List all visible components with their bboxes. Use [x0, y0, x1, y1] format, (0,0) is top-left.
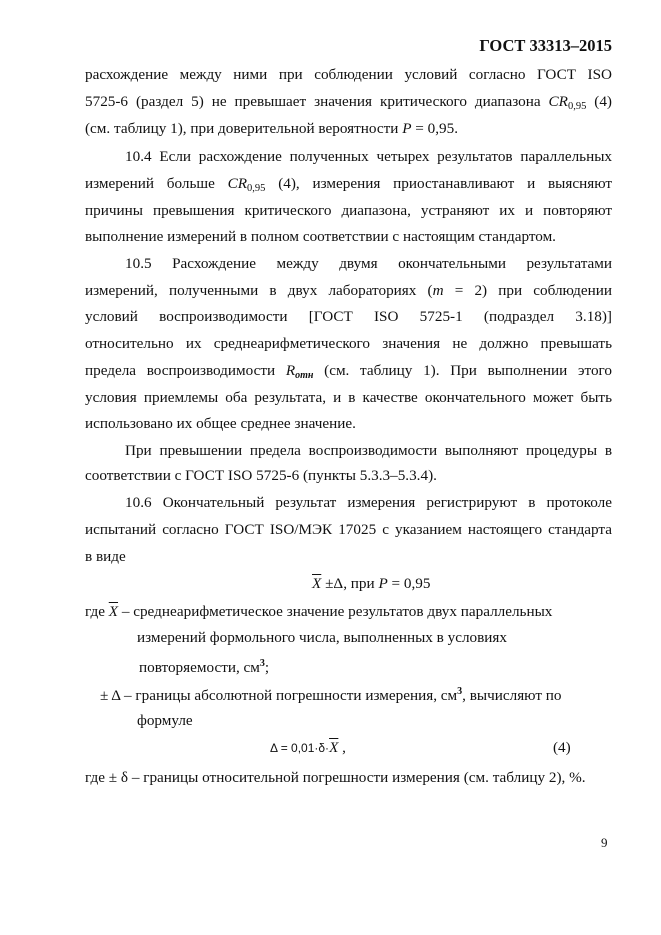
text-line — [100, 682, 561, 702]
text-segment: измерений формольного числа, выполненных в условиях — [137, 629, 508, 646]
text-segment: При превышении предела воспроизводимости выполняют процедуры в — [125, 442, 612, 459]
text-segment: измерений, полученными в двух лабораториях ( — [85, 282, 433, 299]
text-line — [85, 307, 612, 327]
text-segment: использовано их общее среднее значение. — [85, 415, 356, 432]
text-segment: (4), измерения приостанавливают и выясняют — [265, 175, 612, 192]
text-line — [85, 361, 612, 381]
text-segment: (4) — [553, 739, 571, 756]
text-line — [85, 65, 612, 85]
text-line — [125, 254, 612, 274]
text-segment: $\overline{X}$ — [108, 603, 119, 620]
text-segment: 0,95 — [567, 101, 587, 112]
text-segment: (см. таблицу 1). При выполнении этого — [313, 362, 612, 379]
text-segment: – среднеарифметическое значение результатов двух параллельных — [118, 603, 553, 620]
text-segment: 10.4 Если расхождение полученных четырех результатов параллельных — [125, 148, 612, 165]
text-line — [85, 602, 552, 622]
text-segment: предела воспроизводимости — [85, 362, 286, 379]
text-segment: Δ = 0,01·δ· — [270, 741, 330, 755]
text-line — [125, 441, 612, 461]
text-segment: ±Δ — [321, 575, 344, 592]
text-line — [553, 738, 571, 758]
text-line — [85, 466, 437, 486]
text-segment: отн — [295, 370, 314, 381]
text-segment: = 0,95. — [411, 120, 459, 137]
text-line — [312, 574, 430, 594]
text-segment: P — [378, 575, 388, 592]
text-line — [85, 334, 612, 354]
text-line — [85, 768, 586, 788]
text-segment: расхождение между ними при соблюдении условий согласно ГОСТ ISO — [85, 66, 612, 83]
text-segment: , — [338, 739, 346, 756]
text-line — [85, 388, 612, 408]
text-line — [85, 414, 356, 434]
text-segment: 3 — [259, 658, 265, 669]
text-segment: CR — [227, 175, 248, 192]
text-segment: , вычисляют по — [462, 687, 562, 704]
text-segment: (см. таблицу 1), при доверительной вероятности — [85, 120, 403, 137]
text-segment: $\overline{X}$ — [312, 575, 322, 592]
page-number: 9 — [601, 835, 608, 850]
text-segment: 10.5 Расхождение между двумя окончательными результатами — [125, 255, 612, 272]
text-segment: условий воспроизводимости [ГОСТ ISO 5725-1 (подраздел 3.18)] — [85, 308, 612, 325]
text-line — [139, 654, 269, 674]
text-segment: повторяемости, см — [139, 659, 260, 676]
text-segment: причины превышения критического диапазона, устраняют их и повторяют — [85, 202, 612, 219]
text-segment: в виде — [85, 548, 126, 565]
text-line — [85, 281, 612, 301]
text-line — [85, 92, 612, 112]
text-segment: CR — [548, 93, 568, 110]
text-line — [125, 493, 612, 513]
text-line — [85, 227, 556, 247]
text-segment: где — [85, 603, 109, 620]
document-code-header: ГОСТ 33313–2015 — [479, 36, 612, 55]
text-line — [137, 711, 193, 731]
text-segment: , при — [343, 575, 379, 592]
text-line — [85, 119, 458, 139]
text-line — [125, 147, 612, 167]
text-segment: 5725-6 (раздел 5) не превышает значения критического диапазона — [85, 93, 549, 110]
text-segment: ± Δ – границы абсолютной погрешности измерения, см — [100, 687, 458, 704]
text-segment: = 0,95 — [387, 575, 431, 592]
text-segment: = 2) при соблюдении — [443, 282, 612, 299]
text-segment: испытаний согласно ГОСТ ISO/МЭК 17025 с указанием настоящего стандарта — [85, 521, 612, 538]
text-segment: P — [402, 120, 412, 137]
text-segment: формуле — [137, 712, 193, 729]
text-segment: m — [432, 282, 444, 299]
text-segment: R — [285, 362, 296, 379]
text-line — [137, 628, 507, 648]
text-line — [85, 520, 612, 540]
text-segment: 0,95 — [247, 183, 266, 194]
text-line — [85, 201, 612, 221]
text-segment: ; — [264, 659, 270, 676]
text-segment: соответствии с ГОСТ ISO 5725-6 (пункты 5.3.3–5.3.4). — [85, 467, 437, 484]
text-segment: 3 — [457, 686, 463, 697]
text-segment: 10.6 Окончательный результат измерения регистрируют в протоколе — [125, 494, 612, 511]
text-segment: условия приемлемы оба результата, и в качестве окончательного может быть — [85, 389, 612, 406]
text-line — [270, 738, 346, 758]
text-segment: $\overline{X}$ — [329, 739, 339, 756]
text-segment: измерений больше — [85, 175, 228, 192]
text-line — [85, 547, 126, 567]
text-segment: выполнение измерений в полном соответствии с настоящим стандартом. — [85, 228, 556, 245]
text-segment: где ± δ – границы относительной погрешности измерения (см. таблицу 2), %. — [85, 769, 586, 786]
text-line — [85, 174, 612, 194]
text-segment: (4) — [586, 93, 612, 110]
text-segment: относительно их среднеарифметического значения не должно превышать — [85, 335, 612, 352]
